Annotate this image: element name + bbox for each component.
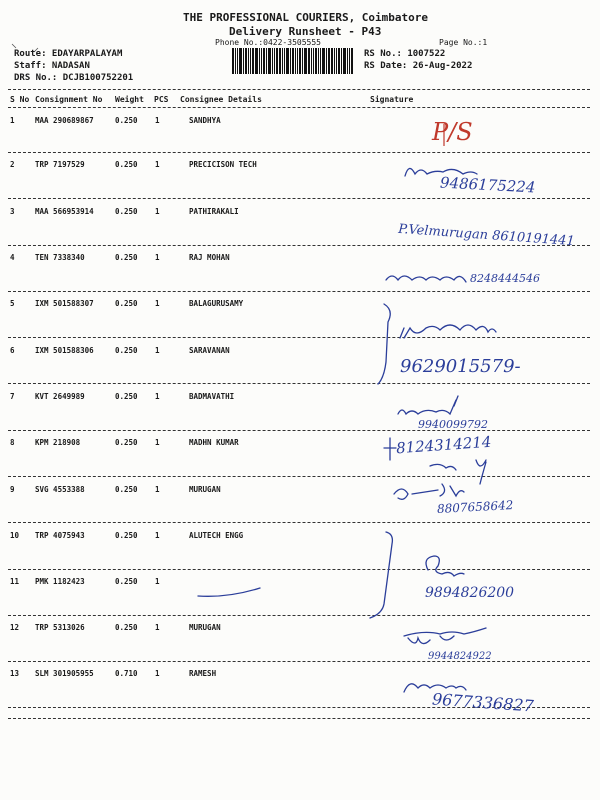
row-pcs: 1 — [155, 531, 160, 540]
signature-scribble-row10 — [426, 556, 464, 576]
row-pcs: 1 — [155, 253, 160, 262]
row-weight: 0.250 — [115, 160, 138, 169]
staff-label: Staff: NADASAN — [14, 61, 90, 71]
rs-date: RS Date: 26-Aug-2022 — [364, 61, 473, 71]
signature-scribble-row2 — [405, 168, 477, 176]
row-consignee: MURUGAN — [189, 485, 221, 494]
row-consignment-no: PMK 1182423 — [35, 577, 85, 586]
row-sno: 13 — [10, 669, 20, 678]
row-consignee: BALAGURUSAMY — [189, 299, 244, 308]
handwritten-phone-row6: 9629015579- — [400, 356, 521, 377]
handwritten-signature-row3: P.Velmurugan 8610191441 — [397, 221, 576, 250]
row-sno: 6 — [10, 346, 15, 355]
document-title: Delivery Runsheet - P43 — [229, 25, 382, 38]
row-consignment-no: TEN 7338340 — [35, 253, 85, 262]
handwritten-phone-row12: 9944824922 — [428, 651, 492, 662]
col-signature: Signature — [370, 95, 414, 104]
row-sno: 7 — [10, 392, 15, 401]
row-sno: 10 — [10, 531, 20, 540]
handwritten-phone-row2: 9486175224 — [439, 173, 536, 197]
row-consignment-no: TRP 7197529 — [35, 160, 85, 169]
row-weight: 0.250 — [115, 346, 138, 355]
row-consignee: ALUTECH ENGG — [189, 531, 244, 540]
row-consignee: SANDHYA — [189, 116, 221, 125]
row-pcs: 1 — [155, 116, 160, 125]
col-sno: S No — [10, 95, 30, 104]
row-pcs: 1 — [155, 623, 160, 632]
signature-scribble-row9 — [394, 484, 464, 499]
row-weight: 0.250 — [115, 299, 138, 308]
row-consignment-no: IXM 501588306 — [35, 346, 94, 355]
row-weight: 0.710 — [115, 669, 138, 678]
row-pcs: 1 — [155, 346, 160, 355]
signature-scribble-row8 — [384, 438, 486, 484]
row-sno: 8 — [10, 438, 15, 447]
row-weight: 0.250 — [115, 207, 138, 216]
row-consignee: RAMESH — [189, 669, 217, 678]
row-pcs: 1 — [155, 485, 160, 494]
row-pcs: 1 — [155, 669, 160, 678]
row-pcs: 1 — [155, 299, 160, 308]
col-consignment: Consignment No — [35, 95, 103, 104]
margin-marks — [12, 44, 38, 52]
row-sno: 1 — [10, 116, 15, 125]
row-consignment-no: MAA 290689867 — [35, 116, 94, 125]
row-weight: 0.250 — [115, 531, 138, 540]
signature-scribble-row7 — [398, 396, 458, 414]
row-consignment-no: TRP 4075943 — [35, 531, 85, 540]
consignee-mark-row11 — [198, 588, 260, 596]
handwritten-phone-row7: 9940099792 — [418, 418, 488, 431]
row-weight: 0.250 — [115, 623, 138, 632]
company-name: THE PROFESSIONAL COURIERS, Coimbatore — [183, 11, 429, 24]
phone-number: Phone No.:0422-3505555 — [215, 38, 321, 47]
row-consignment-no: SVG 4553388 — [35, 485, 85, 494]
row-consignment-no: TRP 5313026 — [35, 623, 85, 632]
col-pcs: PCS — [154, 95, 169, 104]
row-consignment-no: MAA 566953914 — [35, 207, 94, 216]
row-consignee: MADHN KUMAR — [189, 438, 239, 447]
row-pcs: 1 — [155, 207, 160, 216]
row-weight: 0.250 — [115, 485, 138, 494]
handwritten-mark-row1: P/S — [432, 118, 473, 146]
handwritten-phone-row13: 9677336827 — [431, 689, 535, 716]
handwritten-signature-row8: 8124314214 — [395, 432, 492, 458]
row-consignment-no: KVT 2649989 — [35, 392, 85, 401]
row-weight: 0.250 — [115, 392, 138, 401]
row-consignee: MURUGAN — [189, 623, 221, 632]
row-consignee: PATHIRAKALI — [189, 207, 239, 216]
row-weight: 0.250 — [115, 577, 138, 586]
row-pcs: 1 — [155, 577, 160, 586]
page-number: Page No.:1 — [439, 38, 488, 47]
route-label: Route: EDAYARPALAYAM — [14, 49, 123, 59]
row-weight: 0.250 — [115, 253, 138, 262]
row-consignment-no: KPM 218908 — [35, 438, 81, 447]
row-sno: 4 — [10, 253, 15, 262]
row-consignee: RAJ MOHAN — [189, 253, 230, 262]
handwritten-phone-row4: 8248444546 — [470, 272, 540, 285]
col-consignee: Consignee Details — [180, 95, 262, 104]
rs-number: RS No.: 1007522 — [364, 49, 446, 59]
signature-scribble-row12 — [404, 628, 486, 644]
row-consignee: PRECICISON TECH — [189, 160, 257, 169]
drs-number: DRS No.: DCJB100752201 — [14, 73, 134, 83]
row-consignment-no: SLM 301905955 — [35, 669, 94, 678]
row-sno: 11 — [10, 577, 20, 586]
row-sno: 2 — [10, 160, 15, 169]
row-consignee: SARAVANAN — [189, 346, 230, 355]
row-weight: 0.250 — [115, 438, 138, 447]
signature-scribble-row5 — [400, 325, 496, 338]
row-sno: 9 — [10, 485, 15, 494]
bracket-row5-6 — [378, 304, 390, 384]
signature-scribble-row4 — [386, 276, 466, 282]
handwritten-phone-row9: 8807658642 — [436, 498, 514, 516]
row-pcs: 1 — [155, 438, 160, 447]
row-sno: 5 — [10, 299, 15, 308]
row-weight: 0.250 — [115, 116, 138, 125]
handwritten-phone-row11: 9894826200 — [425, 585, 515, 601]
row-consignee: BADMAVATHI — [189, 392, 235, 401]
row-consignment-no: IXM 501588307 — [35, 299, 94, 308]
col-weight: Weight — [115, 95, 144, 104]
row-pcs: 1 — [155, 392, 160, 401]
bracket-row10-11 — [370, 532, 392, 618]
signature-scribble-row13 — [404, 684, 466, 692]
row-pcs: 1 — [155, 160, 160, 169]
row-sno: 12 — [10, 623, 20, 632]
row-sno: 3 — [10, 207, 15, 216]
